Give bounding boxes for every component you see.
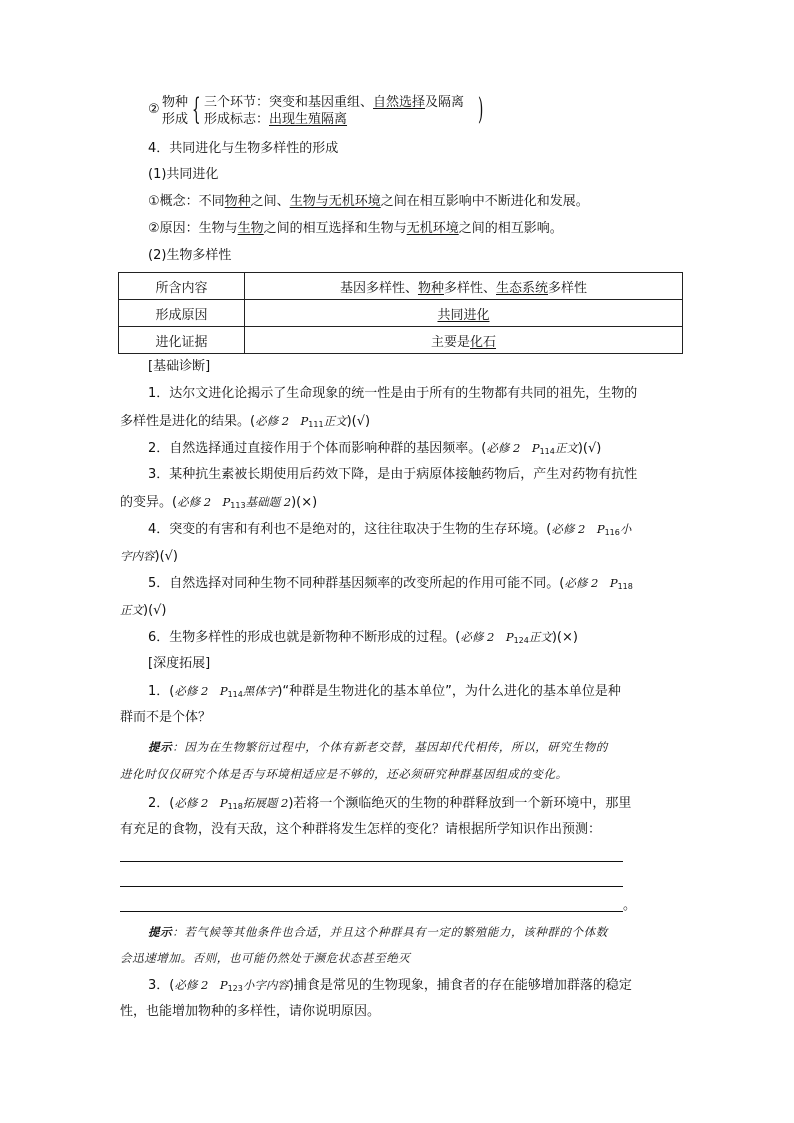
biodiversity-table	[118, 272, 683, 354]
hint-2: 提示：若气候等其他条件也合适，并且这个种群具有一定的繁殖能力，该种群的个体数	[148, 925, 608, 939]
diagnosis-item-5: 5．自然选择对同种生物不同种群基因频率的改变所起的作用可能不同。(必修 2 $P_{118}$	[148, 576, 633, 591]
concept-line: ①概念：不同物种之间、生物与无机环境之间在相互影响中不断进化和发展。	[148, 194, 589, 209]
table-cell: 基因多样性、物种多样性、生态系统多样性	[245, 273, 683, 300]
answer-line	[120, 861, 623, 862]
extension-item-1: 1．(必修 2 $P_{114}$黑体字)“种群是生物进化的基本单位”，为什么进化的基本单位是种	[148, 684, 621, 699]
table-cell: 所含内容	[119, 273, 245, 300]
speciation-label-bottom: 形成	[162, 112, 189, 127]
diagnosis-item-5-cont: 正文)(√)	[120, 603, 167, 618]
extension-item-3: 3．(必修 2 $P_{123}$小字内容)捕食是常见的生物现象，捕食者的存在能够增加群落的稳定	[148, 978, 632, 993]
table-cell: 主要是化石	[245, 327, 683, 354]
table-cell: 进化证据	[119, 327, 245, 354]
table-row	[119, 273, 683, 300]
extension-header: [深度拓展]	[148, 656, 211, 671]
extension-item-2-cont: 有充足的食物，没有天敌，这个种群将发生怎样的变化？请根据所学知识作出预测：	[120, 822, 602, 837]
subheading-coevolution: (1)共同进化	[148, 167, 219, 182]
speciation-row-marker: 形成标志：出现生殖隔离	[204, 112, 348, 127]
diagnosis-item-1: 1．达尔文进化论揭示了生命现象的统一性是由于所有的生物都有共同的祖先，生物的	[148, 386, 638, 401]
left-brace: {	[192, 92, 201, 127]
diagnosis-item-6: 6．生物多样性的形成也就是新物种不断形成的过程。(必修 2 $P_{124}$正文)(×)	[148, 630, 578, 645]
right-brace: )	[478, 92, 484, 127]
reason-line: ②原因：生物与生物之间的相互选择和生物与无机环境之间的相互影响。	[148, 221, 563, 236]
speciation-label-top: 物种	[162, 95, 189, 110]
table-row	[119, 327, 683, 354]
subheading-biodiversity: (2)生物多样性	[148, 248, 232, 263]
extension-item-2: 2．(必修 2 $P_{118}$拓展题 2)若将一个濒临绝灭的生物的种群释放到一个新环境中，那里	[148, 796, 632, 811]
table-cell: 共同进化	[245, 300, 683, 327]
section-heading: 4．共同进化与生物多样性的形成	[148, 141, 339, 156]
speciation-row-steps: 三个环节：突变和基因重组、自然选择及隔离	[204, 95, 465, 110]
answer-line	[120, 911, 623, 912]
table-row	[119, 300, 683, 327]
hint-1: 提示：因为在生物繁衍过程中，个体有新老交替，基因却代代相传，所以，研究生物的	[148, 740, 608, 754]
table-cell: 形成原因	[119, 300, 245, 327]
diagnosis-item-3-cont: 的变异。(必修 2 $P_{113}$基础题 2)(×)	[120, 495, 318, 510]
answer-line	[120, 886, 623, 887]
extension-item-3-cont: 性，也能增加物种的多样性，请你说明原因。	[120, 1004, 381, 1019]
diagnosis-item-4: 4．突变的有害和有利也不是绝对的，这往往取决于生物的生存环境。(必修 2 $P_{116}$小	[148, 522, 632, 537]
diagnosis-item-1-cont: 多样性是进化的结果。(必修 2 $P_{111}$正文)(√)	[120, 414, 371, 429]
diagnosis-item-4-cont: 字内容)(√)	[120, 549, 178, 564]
circled-number: ②	[148, 102, 160, 117]
speciation-block	[148, 94, 508, 130]
hint-1-cont: 进化时仅仅研究个体是否与环境相适应是不够的，还必须研究种群基因组成的变化。	[120, 767, 568, 781]
diagnosis-item-2: 2．自然选择通过直接作用于个体而影响种群的基因频率。(必修 2 $P_{114}$正文)(√)	[148, 441, 602, 456]
answer-end-mark: 。	[623, 898, 637, 913]
hint-2-cont: 会迅速增加。否则，也可能仍然处于濒危状态甚至绝灭	[120, 951, 411, 965]
extension-item-1-cont: 群而不是个体？	[120, 710, 212, 725]
diagnosis-header: [基础诊断]	[148, 359, 211, 374]
diagnosis-item-3: 3．某种抗生素被长期使用后药效下降，是由于病原体接触药物后，产生对药物有抗性	[148, 467, 638, 482]
